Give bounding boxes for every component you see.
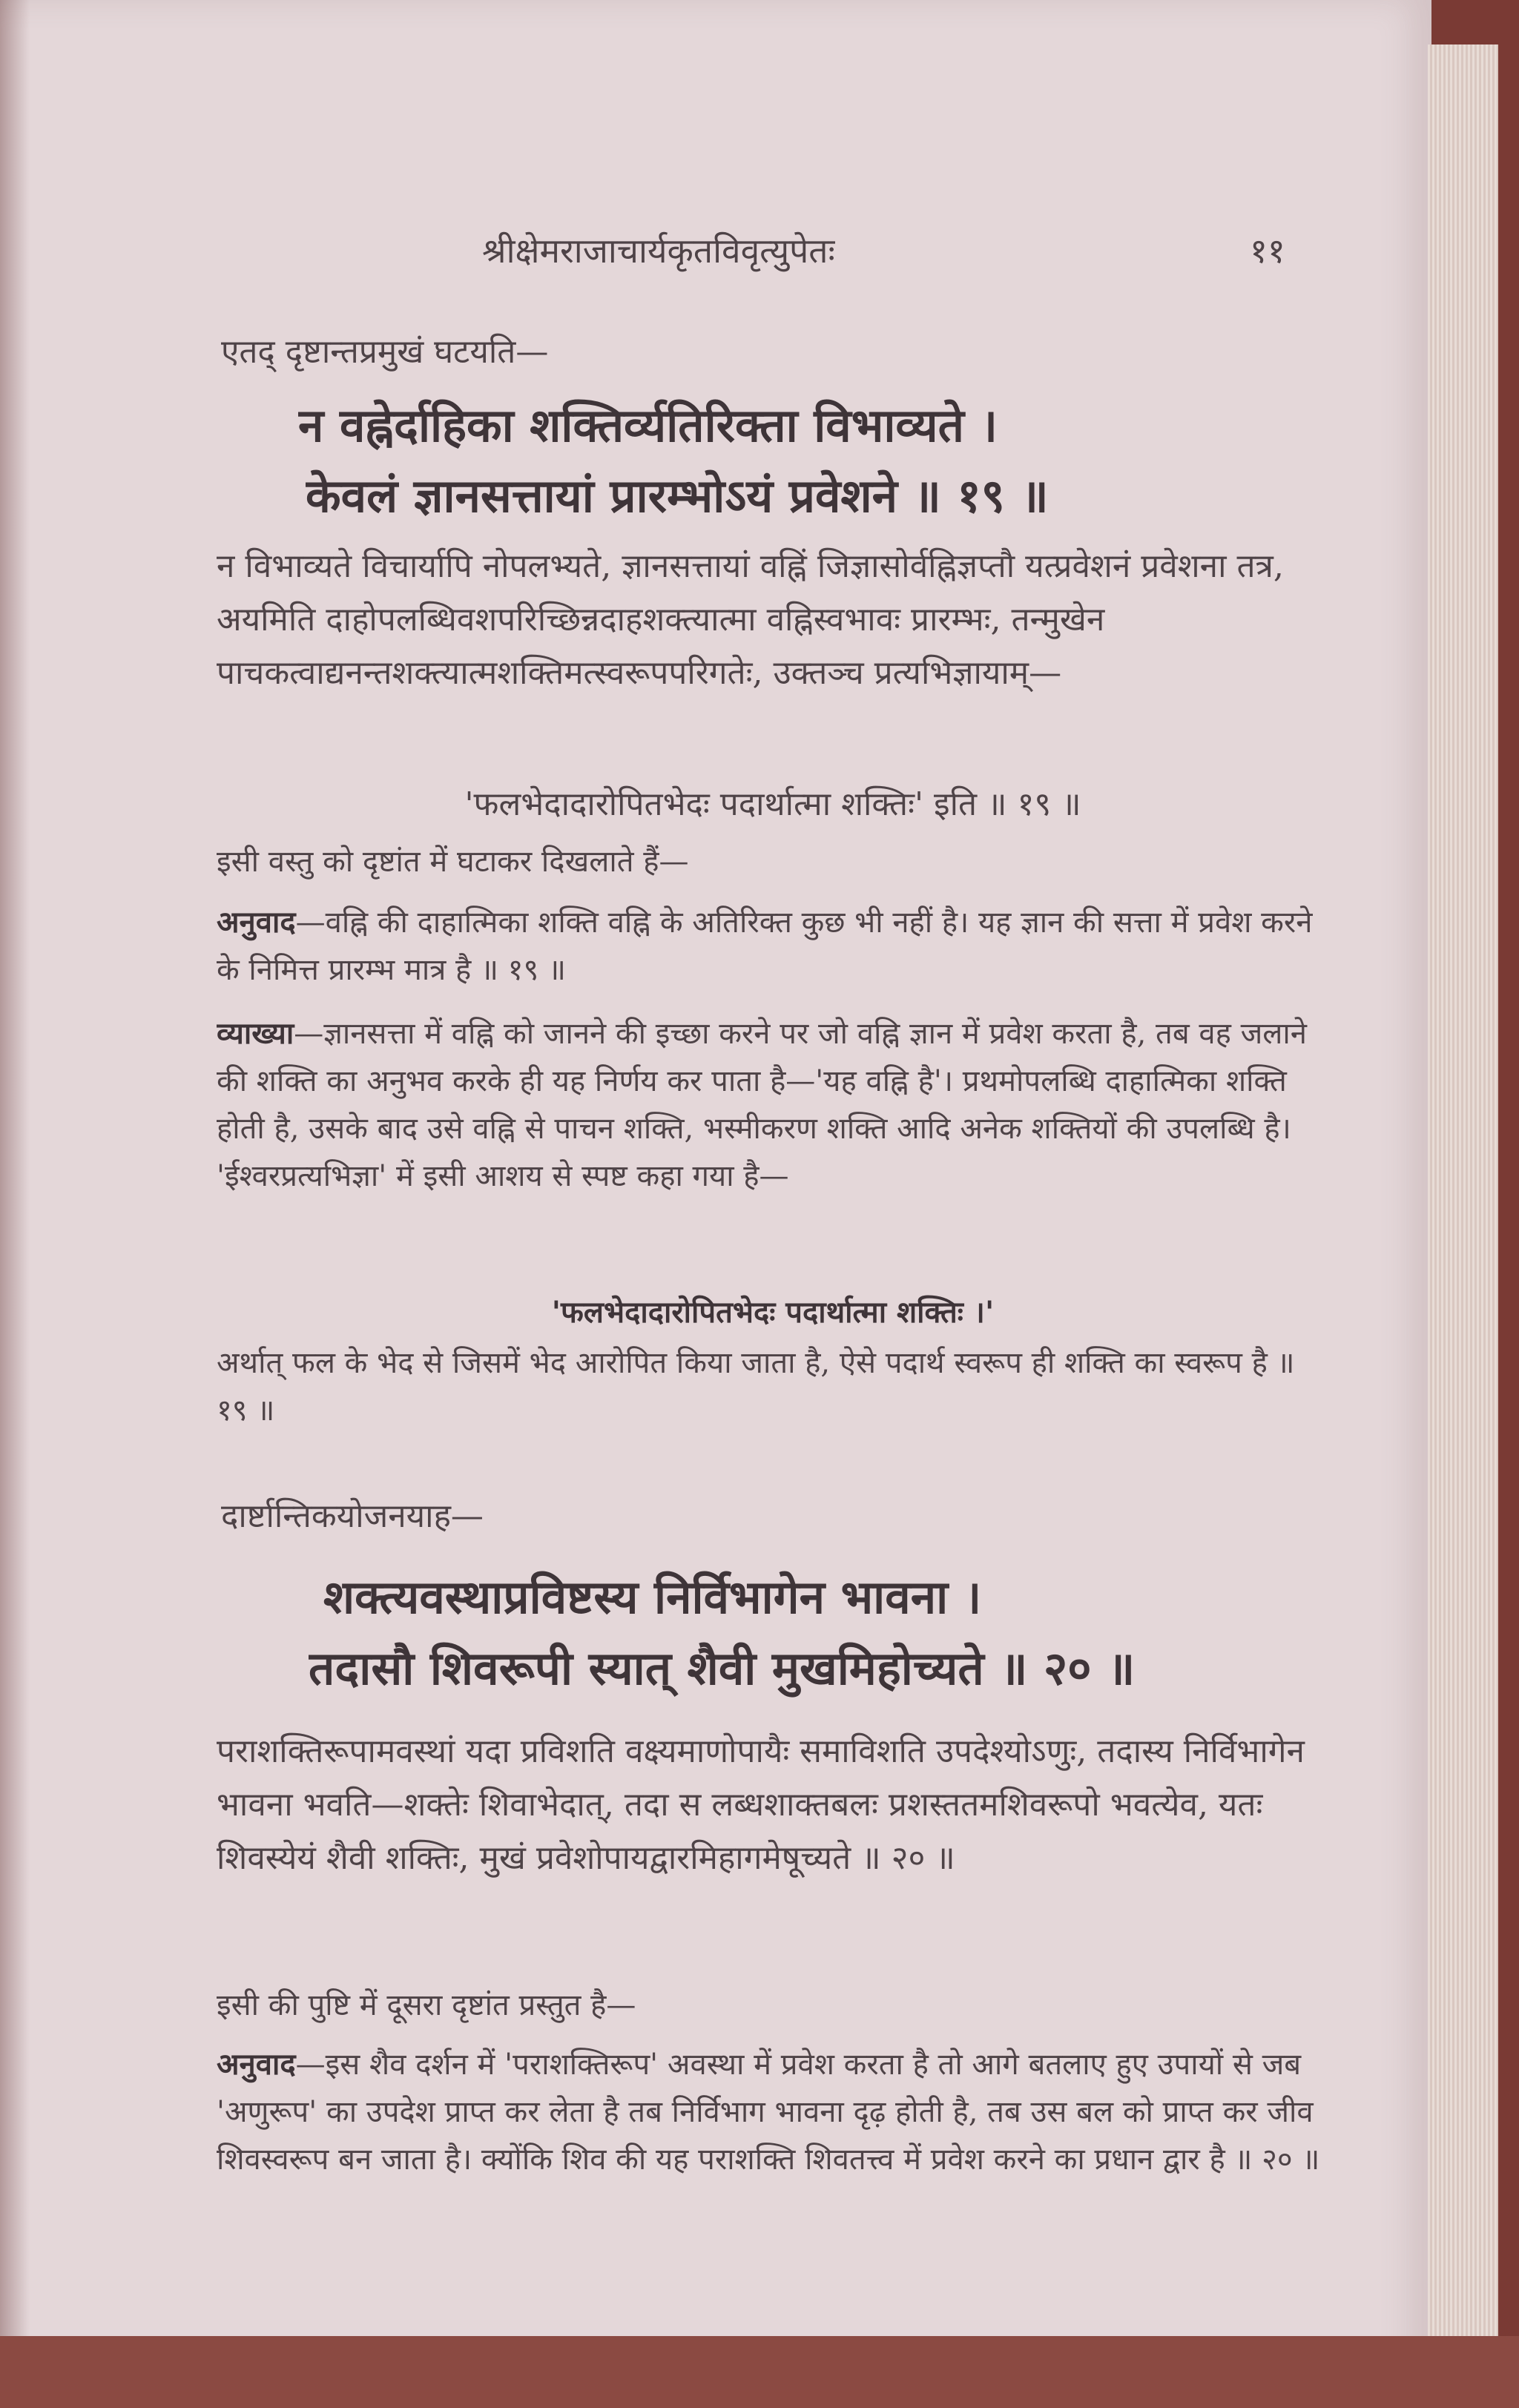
arthat-paragraph: अर्थात् फल के भेद से जिसमें भेद आरोपित किया जाता है, ऐसे पदार्थ स्वरूप ही शक्ति का स्वरूप है ॥ १९ ॥ — [217, 1346, 1295, 1428]
vyakhya-quote: 'फलभेदादारोपितभेदः पदार्थात्मा शक्तिः ।' — [551, 1295, 995, 1330]
page-edge — [1428, 44, 1498, 2358]
verse-line: न वह्नेर्दाहिका शक्तिर्व्यतिरिक्ता विभाव्यते । — [298, 398, 998, 452]
verse-line: शक्त्यवस्थाप्रविष्टस्य निर्विभागेन भावना । — [323, 1570, 982, 1624]
hindi-intro: इसी वस्तु को दृष्टांत में घटाकर दिखलाते हैं— — [217, 845, 689, 879]
anuvad-text: —वह्नि की दाहात्मिका शक्ति वह्नि के अतिरिक्त कुछ भी नहीं है। यह ज्ञान की सत्ता में प्रवेश करने के निमित्त प्रारम्भ मात्र है ॥ १९ ॥ — [217, 906, 1313, 987]
anuvad-text: —इस शैव दर्शन में 'पराशक्तिरूप' अवस्था में प्रवेश करता है तो आगे बतलाए हुए उपायों से जब 'अणुरूप' का उपदेश प्राप्त कर लेता है तब निर्विभाग भावना दृढ़ होती है, तब उस बल को प्राप्त कर जीव शिवस्वरूप बन जाता है। क्योंकि शिव की यह पराशक्ति शिवतत्त्व में प्रवेश करने का प्रधान द्वार है ॥ २० ॥ — [217, 2048, 1320, 2177]
sanskrit-commentary: पराशक्तिरूपामवस्थां यदा प्रविशति वक्ष्यमाणोपायैः समाविशति उपदेश्योऽणुः, तदास्य निर्विभागेन भावना भवति—शक्तेः शिवाभेदात्, तदा स लब्धशाक्तबलः प्रशस्ततमशिवरूपो भवत्येव, यतः शिवस्येयं शैवी शक्तिः, मुखं प्रवेशोपायद्वारमिहागमेषूच्यते ॥ २० ॥ — [217, 1732, 1305, 1877]
anuvad-paragraph — [217, 899, 1329, 995]
vyakhya-text: —ज्ञानसत्ता में वह्नि को जानने की इच्छा करने पर जो वह्नि ज्ञान में प्रवेश करता है, तब वह जलाने की शक्ति का अनुभव करके ही यह निर्णय कर पाता है—'यह वह्नि है'। प्रथमोपलब्धि दाहात्मिका शक्ति होती है, उसके बाद उसे वह्नि से पाचन शक्ति, भस्मीकरण शक्ति आदि अनेक शक्तियों की उपलब्धि है। 'ईश्वरप्रत्यभिज्ञा' में इसी आशय से स्पष्ट कहा गया है— — [217, 1017, 1307, 1193]
running-header: श्रीक्षेमराजाचार्यकृतविवृत्युपेतः — [482, 231, 835, 271]
section-intro: दार्ष्टान्तिकयोजनयाह— — [221, 1497, 484, 1535]
verse-line: केवलं ज्ञानसत्तायां प्रारम्भोऽयं प्रवेशने ॥ १९ ॥ — [306, 469, 1049, 523]
sanskrit-commentary: न विभाव्यते विचार्यापि नोपलभ्यते, ज्ञानसत्तायां वह्निं जिज्ञासोर्वह्निज्ञप्तौ यत्प्रवेशनं प्रवेशना तत्र, अयमिति दाहोपलब्धिवशपरिच्छिन्नदाहशक्त्यात्मा वह्निस्वभावः प्रारम्भः, तन्मुखेन पाचकत्वाद्यनन्तशक्त्यात्मशक्तिमत्स्वरूपपरिगतेः, उक्तञ्च प्रत्यभिज्ञायाम्— — [217, 547, 1284, 692]
vyakhya-label: व्याख्या — [217, 1016, 294, 1051]
verse-line: तदासौ शिवरूपी स्यात् शैवी मुखमिहोच्यते ॥ २० ॥ — [309, 1641, 1136, 1695]
page-number: ११ — [1250, 231, 1285, 271]
anuvad-label: अनुवाद — [217, 2047, 296, 2082]
vyakhya-paragraph — [217, 1010, 1329, 1255]
section-intro: एतद् दृष्टान्तप्रमुखं घटयति— — [221, 333, 549, 371]
hindi-intro: इसी की पुष्टि में दूसरा दृष्टांत प्रस्तुत है— — [217, 1988, 636, 2022]
anuvad-label: अनुवाद — [217, 905, 296, 940]
anuvad-paragraph — [217, 2041, 1329, 2249]
spine-shadow — [0, 0, 30, 2408]
book-cover-edge — [0, 2336, 1519, 2408]
quote-line: 'फलभेदादारोपितभेदः पदार्थात्मा शक्तिः' इति ॥ १९ ॥ — [464, 785, 1081, 823]
